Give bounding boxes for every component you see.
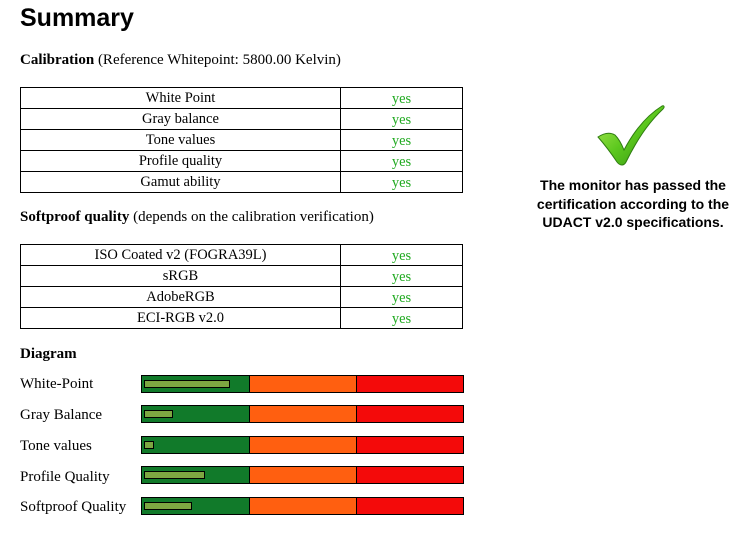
bar-segment-medium xyxy=(249,467,356,483)
softproof-heading xyxy=(20,209,374,226)
table-cell-value: yes xyxy=(341,287,463,308)
table-cell-name: Gamut ability xyxy=(21,172,341,193)
diagram-label: Softproof Quality xyxy=(20,499,127,515)
bar-segment-medium xyxy=(249,406,356,422)
softproof-note: (depends on the calibration verification) xyxy=(133,209,374,225)
table-row xyxy=(21,266,463,287)
level-fill xyxy=(144,502,192,510)
bar-segment-bad xyxy=(356,467,463,483)
table-cell-name: ECI-RGB v2.0 xyxy=(21,308,341,329)
table-cell-value: yes xyxy=(341,130,463,151)
table-cell-value: yes xyxy=(341,308,463,329)
diagram-heading xyxy=(20,346,77,363)
table-cell-name: Profile quality xyxy=(21,151,341,172)
level-fill xyxy=(144,380,230,388)
table-cell-name: White Point xyxy=(21,88,341,109)
table-row xyxy=(21,287,463,308)
bar-segment-medium xyxy=(249,437,356,453)
table-row xyxy=(21,130,463,151)
checkmark-icon xyxy=(596,104,666,166)
table-cell-name: AdobeRGB xyxy=(21,287,341,308)
diagram-title: Diagram xyxy=(20,346,77,362)
table-cell-value: yes xyxy=(341,151,463,172)
certification-text: The monitor has passed the certification according to the UDACT v2.0 specifications. xyxy=(536,177,730,230)
table-row xyxy=(21,88,463,109)
level-fill xyxy=(144,410,173,418)
bar-segment-medium xyxy=(249,498,356,514)
table-row xyxy=(21,245,463,266)
bar-segment-medium xyxy=(249,376,356,392)
quality-bar xyxy=(141,497,464,515)
quality-bar xyxy=(141,405,464,423)
level-fill xyxy=(144,441,154,449)
table-row xyxy=(21,172,463,193)
page-title: Summary xyxy=(20,4,134,32)
diagram-label: Tone values xyxy=(20,438,92,454)
table-row xyxy=(21,308,463,329)
bar-segment-bad xyxy=(356,406,463,422)
table-cell-name: Gray balance xyxy=(21,109,341,130)
diagram-label: Profile Quality xyxy=(20,469,110,485)
table-cell-name: sRGB xyxy=(21,266,341,287)
table-cell-value: yes xyxy=(341,88,463,109)
quality-bar xyxy=(141,375,464,393)
table-cell-value: yes xyxy=(341,266,463,287)
table-cell-value: yes xyxy=(341,109,463,130)
level-fill xyxy=(144,471,205,479)
table-cell-name: Tone values xyxy=(21,130,341,151)
table-cell-value: yes xyxy=(341,245,463,266)
bar-segment-bad xyxy=(356,437,463,453)
calibration-note: (Reference Whitepoint: 5800.00 Kelvin) xyxy=(97,52,341,68)
quality-bar xyxy=(141,436,464,454)
bar-segment-bad xyxy=(356,376,463,392)
table-cell-name: ISO Coated v2 (FOGRA39L) xyxy=(21,245,341,266)
softproof-title: Softproof quality xyxy=(20,209,130,225)
bar-segment-bad xyxy=(356,498,463,514)
diagram-label: Gray Balance xyxy=(20,407,103,423)
calibration-table xyxy=(20,87,463,193)
softproof-table xyxy=(20,244,463,329)
bar-segment-good xyxy=(142,437,249,453)
table-row xyxy=(21,151,463,172)
calibration-title: Calibration xyxy=(20,52,95,68)
table-row xyxy=(21,109,463,130)
quality-bar xyxy=(141,466,464,484)
table-cell-value: yes xyxy=(341,172,463,193)
diagram-label: White-Point xyxy=(20,376,94,392)
calibration-heading xyxy=(20,52,341,69)
